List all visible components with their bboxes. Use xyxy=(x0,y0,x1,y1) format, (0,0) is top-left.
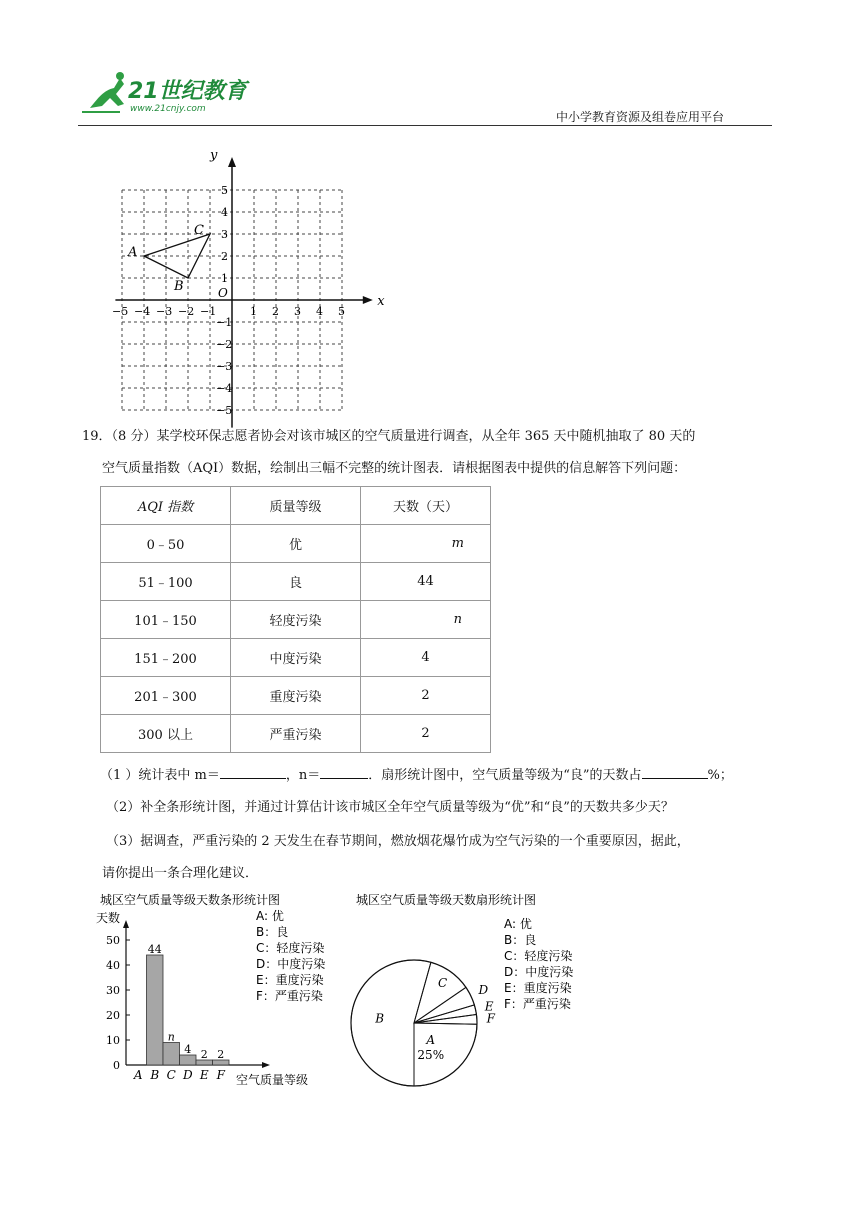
y-tick-label: 4 xyxy=(221,206,228,219)
pie-label-a: A xyxy=(426,1033,436,1048)
table-cell: 4 xyxy=(361,639,491,677)
bar-y-tick-label: 20 xyxy=(106,1009,120,1022)
y-tick-label: 1 xyxy=(221,272,228,285)
subquestion-1-part-d: %； xyxy=(707,768,733,783)
answer-blank-m xyxy=(220,764,286,779)
subquestion-1-part-b: ，n＝ xyxy=(285,768,321,783)
x-tick-label: 5 xyxy=(338,305,345,318)
pie-chart xyxy=(348,890,598,1095)
pie-label-b: B xyxy=(375,1011,385,1026)
table-cell: 201﹣300 xyxy=(101,677,231,715)
table-cell: 2 xyxy=(361,677,491,715)
table-cell: 严重污染 xyxy=(231,715,361,753)
table-cell: 101﹣150 xyxy=(101,601,231,639)
pie-legend-item: F：严重污染 xyxy=(504,997,571,1011)
logo-url: www.21cnjy.com xyxy=(130,104,206,114)
bar-x-axis-arrow xyxy=(262,1062,270,1068)
x-tick-label: 2 xyxy=(272,305,279,318)
pie-label-f: F xyxy=(486,1011,495,1026)
table-row xyxy=(101,563,491,601)
bar-legend-item: C：轻度污染 xyxy=(256,941,325,955)
x-tick-label: −1 xyxy=(200,305,217,318)
table-header-row xyxy=(101,487,491,525)
y-tick-label: −4 xyxy=(216,382,233,395)
bar-x-tick-label: C xyxy=(166,1068,176,1082)
y-axis-label: y xyxy=(210,148,218,164)
subquestion-2: （2）补全条形统计图，并通过计算估计该市城区全年空气质量等级为“优”和“良”的天数共多少天？ xyxy=(106,800,674,815)
bar-chart-title: 城区空气质量等级天数条形统计图 xyxy=(100,893,281,907)
table-row xyxy=(101,677,491,715)
table-cell: 44 xyxy=(361,563,491,601)
pie-label-e: E xyxy=(484,999,494,1014)
platform-title: 中小学教育资源及组卷应用平台 xyxy=(556,110,725,124)
pie-legend-item: B：良 xyxy=(504,933,537,947)
x-tick-label: −2 xyxy=(178,305,195,318)
x-tick-label: 3 xyxy=(294,305,301,318)
triangle-abc xyxy=(127,223,210,294)
y-tick-label: 3 xyxy=(221,228,228,241)
y-tick-label: −2 xyxy=(216,338,233,351)
question-line-1: 19．（8 分）某学校环保志愿者协会对该市城区的空气质量进行调查，从全年 365 天中随机抽取了 80 天的 xyxy=(82,429,696,444)
bar-data-label: 2 xyxy=(200,1048,208,1061)
y-tick-label: −1 xyxy=(216,316,233,329)
subquestion-1-part-c: ．扇形统计图中，空气质量等级为“良”的天数占 xyxy=(368,768,642,783)
bar-x-tick-label: F xyxy=(216,1068,225,1082)
x-axis-label: x xyxy=(377,294,385,309)
pie-legend-item: A: 优 xyxy=(504,917,532,931)
bar-y-axis-arrow xyxy=(123,920,129,928)
table-cell: 2 xyxy=(361,715,491,753)
origin-label: O xyxy=(218,286,228,300)
x-tick-label: 1 xyxy=(250,305,257,318)
x-tick-label: −4 xyxy=(134,305,151,318)
pie-legend-item: C：轻度污染 xyxy=(504,949,573,963)
table-row xyxy=(101,525,491,563)
x-axis-arrow xyxy=(363,296,373,304)
table-header-cell: AQI 指数 xyxy=(101,487,231,525)
bar-data-label: n xyxy=(167,1030,175,1044)
pie-legend-item: E：重度污染 xyxy=(504,981,572,995)
table-cell: 重度污染 xyxy=(231,677,361,715)
bar-data-label: 4 xyxy=(184,1043,192,1056)
table-cell-value: n xyxy=(453,612,462,627)
table-header-cell: 天数（天） xyxy=(361,487,491,525)
bar-x-tick-label: E xyxy=(199,1068,209,1082)
table-cell: 轻度污染 xyxy=(231,601,361,639)
table-cell: 51﹣100 xyxy=(101,563,231,601)
pie-chart-title: 城区空气质量等级天数扇形统计图 xyxy=(356,893,537,907)
pie-label-c: C xyxy=(437,976,448,991)
logo-text: 21世纪教育 xyxy=(128,79,247,104)
table-cell: 0﹣50 xyxy=(101,525,231,563)
answer-blank-n xyxy=(320,764,368,779)
table-cell: 中度污染 xyxy=(231,639,361,677)
pie-annotation: 25% xyxy=(417,1048,445,1063)
bar-y-tick-label: 50 xyxy=(106,934,120,947)
bar-data-label: 44 xyxy=(147,943,162,956)
bar-chart-ylabel: 天数 xyxy=(96,911,121,925)
bar-legend-item: F：严重污染 xyxy=(256,989,323,1003)
table-cell xyxy=(361,601,491,639)
bar-y-tick-label: 10 xyxy=(106,1034,120,1047)
answer-blank-percent xyxy=(642,764,708,779)
point-label-a: A xyxy=(128,245,138,260)
table-cell: 300 以上 xyxy=(101,715,231,753)
y-tick-label: 5 xyxy=(221,184,228,197)
table-cell: 良 xyxy=(231,563,361,601)
subquestion-1 xyxy=(100,764,800,788)
y-tick-label: −3 xyxy=(216,360,233,373)
bar-data-label: 2 xyxy=(217,1048,225,1061)
coordinate-grid-figure xyxy=(100,140,385,425)
bar-legend-item: A: 优 xyxy=(256,909,284,923)
pie-legend-item: D：中度污染 xyxy=(504,965,574,979)
bar-y-tick-label: 0 xyxy=(113,1059,120,1072)
table-cell-value: m xyxy=(451,536,464,551)
bar-x-tick-label: A xyxy=(133,1068,143,1082)
table-cell: 151﹣200 xyxy=(101,639,231,677)
question-line-2: 空气质量指数（AQI）数据，绘制出三幅不完整的统计图表．请根据图表中提供的信息解答下列问题： xyxy=(102,461,687,476)
bar-x-tick-label: D xyxy=(182,1068,193,1082)
table-row xyxy=(101,601,491,639)
bar-legend-item: D：中度污染 xyxy=(256,957,326,971)
header-divider xyxy=(78,125,772,126)
bar-legend-item: E：重度污染 xyxy=(256,973,324,987)
point-label-c: C xyxy=(194,223,204,238)
table-cell: 优 xyxy=(231,525,361,563)
y-tick-label: −5 xyxy=(216,404,233,417)
y-axis-arrow xyxy=(228,157,236,167)
x-tick-label: 4 xyxy=(316,305,323,318)
table-row xyxy=(101,639,491,677)
bar-y-tick-label: 30 xyxy=(106,984,120,997)
aqi-table xyxy=(100,486,491,753)
subquestion-3-continued: 请你提出一条合理化建议． xyxy=(102,866,259,881)
bar-y-tick-label: 40 xyxy=(106,959,120,972)
subquestion-1-part-a: （1 ）统计表中 m＝ xyxy=(100,768,220,783)
bar-chart xyxy=(96,890,346,1095)
y-tick-label: 2 xyxy=(221,250,228,263)
table-header-cell: 质量等级 xyxy=(231,487,361,525)
bar-x-tick-label: B xyxy=(150,1068,160,1082)
bar-d xyxy=(180,1055,197,1065)
pie-label-d: D xyxy=(478,982,489,997)
point-label-b: B xyxy=(174,279,184,294)
x-tick-label: −3 xyxy=(156,305,173,318)
bar-legend-item: B：良 xyxy=(256,925,289,939)
bar-b xyxy=(147,955,164,1065)
bar-c xyxy=(163,1043,180,1066)
table-cell xyxy=(361,525,491,563)
table-row xyxy=(101,715,491,753)
subquestion-3: （3）据调查，严重污染的 2 天发生在春节期间，燃放烟花爆竹成为空气污染的一个重要原因，据此， xyxy=(106,834,690,849)
bar-chart-xlabel: 空气质量等级 xyxy=(236,1073,309,1087)
x-tick-label: −5 xyxy=(112,305,129,318)
